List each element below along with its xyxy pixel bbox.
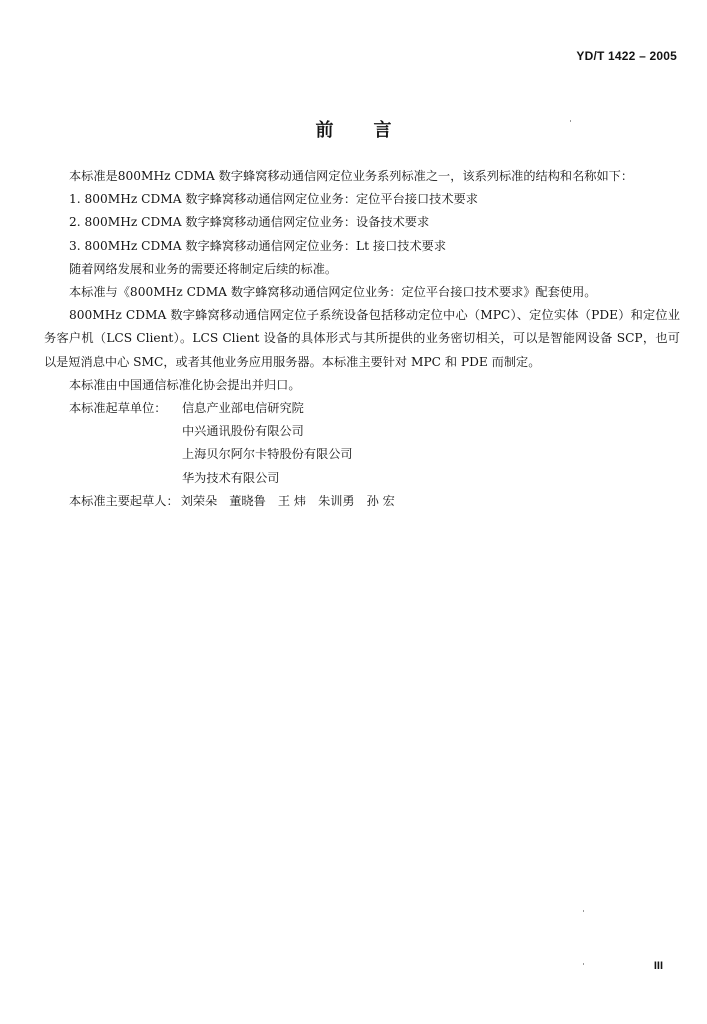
drafter-name: 孙 宏 (366, 493, 395, 508)
foreword-body (44, 165, 680, 513)
drafting-unit: 信息产业部电信研究院 (182, 401, 304, 416)
series-item-1: 1. 800MHz CDMA 数字蜂窝移动通信网定位业务：定位平台接口技术要求 (69, 192, 478, 207)
intro-paragraph: 本标准是800MHz CDMA 数字蜂窝移动通信网定位业务系列标准之一，该系列标准的结构和名称如下： (69, 169, 634, 183)
follow-up-paragraph: 随着网络发展和业务的需要还将制定后续的标准。 (69, 261, 338, 276)
drafting-unit: 上海贝尔阿尔卡特股份有限公司 (182, 447, 353, 462)
series-item-3: 3. 800MHz CDMA 数字蜂窝移动通信网定位业务：Lt 接口技术要求 (69, 238, 447, 253)
section-title: 前言 (315, 120, 432, 141)
drafters-line (44, 490, 680, 513)
scan-speck (583, 910, 584, 912)
drafter-name: 董晓鲁 (229, 493, 266, 508)
scan-speck (583, 963, 584, 965)
series-item-2: 2. 800MHz CDMA 数字蜂窝移动通信网定位业务：设备技术要求 (69, 215, 430, 230)
drafting-units-label: 本标准起草单位： (69, 401, 167, 416)
proposer-paragraph: 本标准由中国通信标准化协会提出并归口。 (69, 377, 301, 392)
drafting-units (44, 397, 680, 490)
drafter-name: 王 炜 (277, 493, 307, 508)
standard-code: YD/T 1422 – 2005 (576, 49, 677, 63)
scope-paragraph: 800MHz CDMA 数字蜂窝移动通信网定位子系统设备包括移动定位中心（MPC）、定位实体（PDE）和定位业务客户机（LCS Client）。LCS Client 设备的具体形式与其所提供的业务密切相关，可以是智能网设备 SCP，也可以是短消息中心 SMC，或者其他业务应用服务器。本标准主要针对 MPC 和 PDE 而制定。 (44, 308, 680, 369)
drafter-name: 朱训勇 (318, 493, 355, 508)
drafting-unit: 华为技术有限公司 (182, 470, 280, 485)
drafters-label: 本标准主要起草人： (69, 493, 179, 508)
usage-note-paragraph: 本标准与《800MHz CDMA 数字蜂窝移动通信网定位业务：定位平台接口技术要求》配套使用。 (69, 285, 597, 300)
drafter-name: 刘荣朵 (180, 493, 218, 508)
drafting-unit: 中兴通讯股份有限公司 (182, 424, 304, 439)
page-number: III (653, 960, 663, 972)
scan-speck (570, 120, 571, 122)
